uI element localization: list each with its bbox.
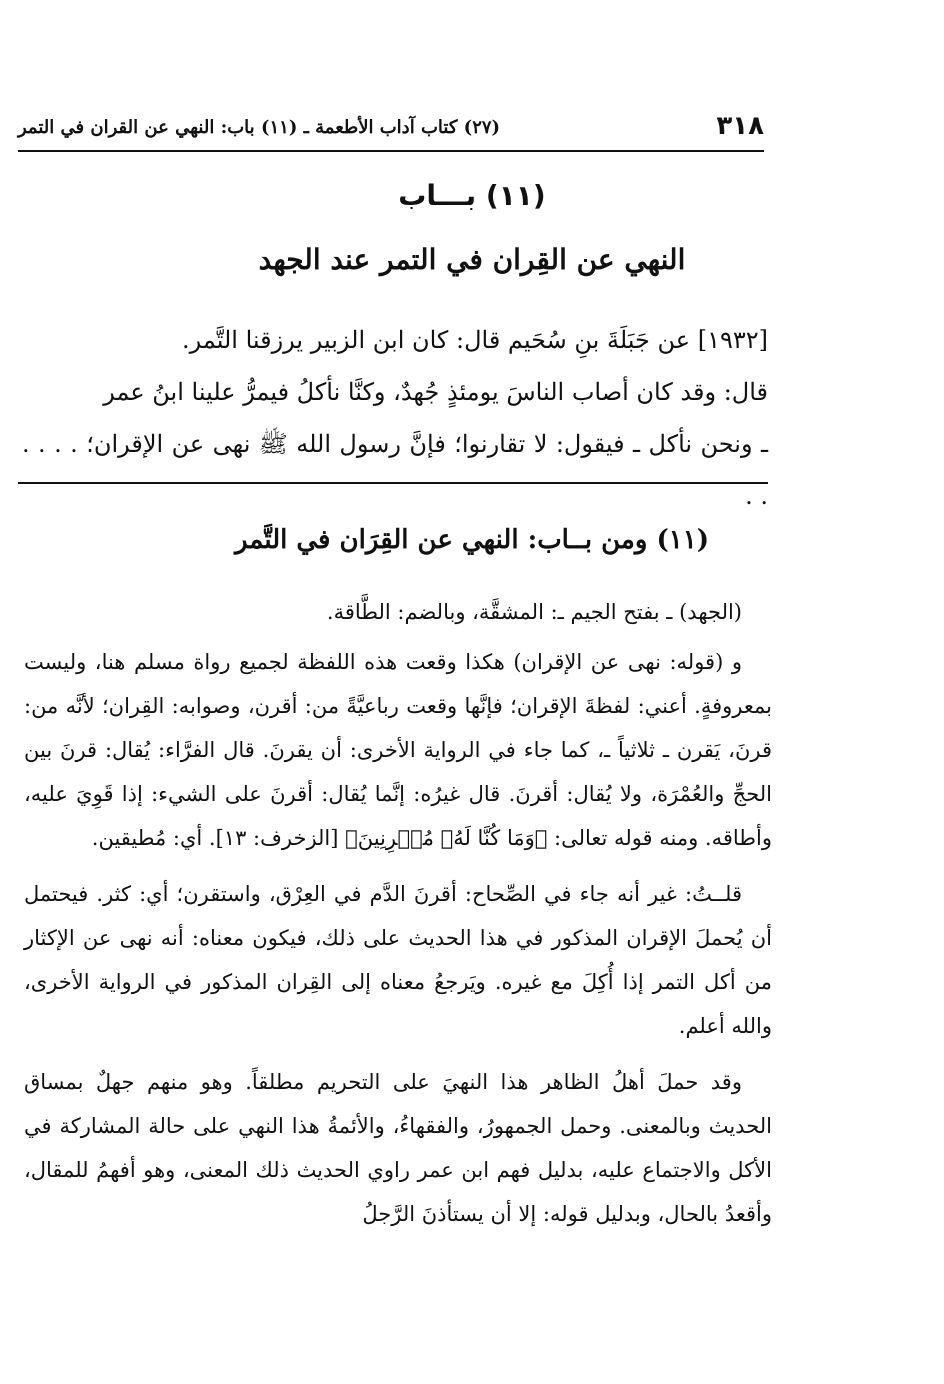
commentary-paragraph: وقد حملَ أهلُ الظاهر هذا النهيَ على التحريم مطلقاً. وهو منهم جهلٌ بمساق الحديث وبالمعنى. وحمل الجمهورُ، والفقهاءُ، والأئمةُ هذا النهي على حالة المشاركة في الأكل والاجتماع عليه، بدليل فهم ابن عمر راوي الحديث ذلك المعنى، وهو أفهمُ للمقال، وأقعدُ بالحال، وبدليل قوله: إلا أن يستأذنَ الرَّجلُ [24,1070,772,1226]
running-header [18,108,764,152]
commentary-body [24,590,772,1248]
hadith-line: [١٩٣٢] عن جَبَلَةَ بنِ سُحَيم قال: كان ابن الزبير يرزقنا التَّمر. [181,326,768,354]
hadith-line: قال: وقد كان أصاب الناسَ يومئذٍ جُهدٌ، وكنَّا نأكلُ فيمرُّ علينا ابنُ عمر [103,378,768,406]
hadith-text [22,314,768,522]
page-number: ٣١٨ [716,111,764,141]
chapter-number: (١١) بـــاب [398,179,546,212]
commentary-paragraph: قلــتُ: غير أنه جاء في الصِّحاح: أقرنَ الدَّم في العِرْق، واستقرن؛ أي: كثر. فيحتمل أن يُحملَ الإقران المذكور في هذا الحديث على ذلك، فيكون معناه: أنه نهى عن الإكثار من أكل التمر إذا أُكِلَ مع غيره. ويَرجعُ معناه إلى القِران المذكور في الرواية الأخرى، والله أعلم. [24,882,772,1038]
hadith-line: ـ ونحن نأكل ـ فيقول: لا تقارنوا؛ فإنَّ رسول الله ﷺ نهى عن الإقران؛ . . . . . . [22,430,769,510]
section-divider [18,482,768,484]
commentary-paragraph: و (قوله: نهى عن الإقران) هكذا وقعت هذه اللفظة لجميع رواة مسلم هنا، وليست بمعروفةٍ. أعني: لفظةَ الإقران؛ فإنَّها وقعت رباعيَّةً من: أقرن، وصوابه: القِران؛ لأنَّه من: قرنَ، يَقرن ـ ثلاثياً ـ، كما جاء في الرواية الأخرى: أن يقرنَ. قال الفرَّاء: يُقال: قرنَ بين الحجِّ والعُمْرَة، ولا يُقال: أقرنَ. قال غيرُه: إنَّما يُقال: أقرنَ على الشيء: إذا قَوِيَ عليه، وأطاقه. ومنه قوله تعالى: ﴿وَمَا كُنَّا لَهُۥ مُقۡرِنِينَ﴾ [الزخرف: ١٣]. أي: مُطيقين. [24,650,772,850]
running-title: (٢٧) كتاب آداب الأطعمة ـ (١١) باب: النهي عن القران في التمر [18,117,501,138]
chapter-title: النهي عن القِران في التمر عند الجهد [258,243,686,276]
commentary-paragraph: (الجهد) ـ بفتح الجيم ـ: المشقَّة، وبالضم: الطَّاقة. [326,600,742,624]
commentary-heading: (١١) ومن بــاب: النهي عن القِرَان في التَّمر [234,525,710,555]
